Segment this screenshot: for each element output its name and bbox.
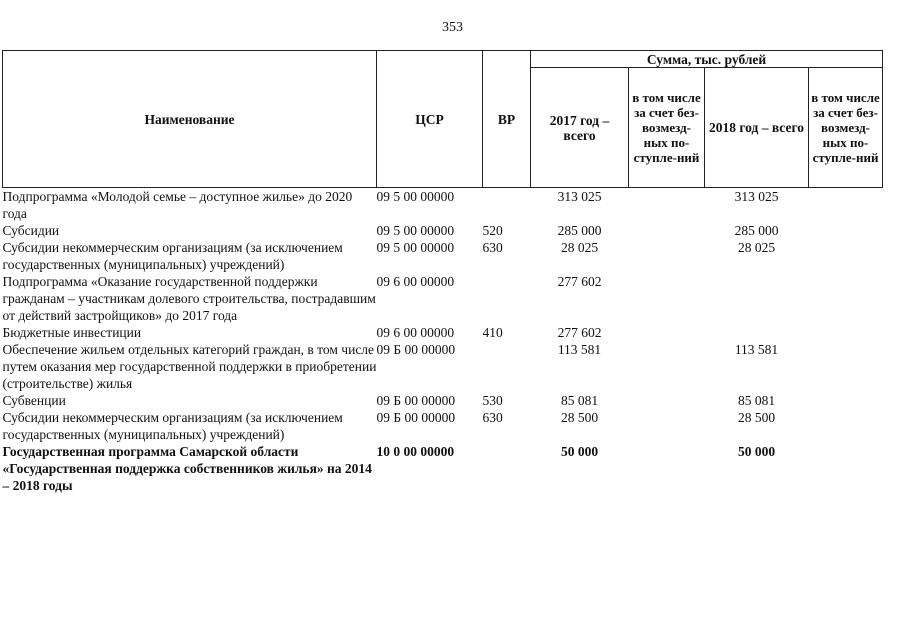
table-row	[3, 409, 883, 443]
row-vr	[483, 341, 531, 392]
row-vr: 520	[482, 223, 503, 238]
row-2018: 28 025	[737, 240, 776, 255]
table-row	[3, 341, 883, 392]
row-2018-free	[809, 409, 883, 443]
row-name: Подпрограмма «Молодой семье – доступное жилье» до 2020 года	[2, 189, 353, 221]
row-csr: 09 6 00 00000	[376, 325, 455, 340]
budget-table	[2, 50, 883, 494]
row-2018-free	[809, 443, 883, 494]
row-2017-free	[629, 239, 705, 273]
table-row	[3, 222, 883, 239]
row-2017: 28 025	[560, 240, 599, 255]
row-csr: 09 Б 00 00000	[376, 393, 456, 408]
row-csr: 10 0 00 00000	[376, 444, 455, 459]
row-name: Субсидии некоммерческим организациям (за исключением государственных (муниципальных) учреждений)	[2, 240, 343, 272]
row-2018: 113 581	[734, 342, 779, 357]
row-2018-free	[809, 222, 883, 239]
row-2017: 277 602	[557, 325, 602, 340]
row-2017: 313 025	[557, 189, 602, 204]
row-name: Субсидии некоммерческим организациям (за исключением государственных (муниципальных) учреждений)	[2, 410, 343, 442]
row-vr: 630	[482, 240, 503, 255]
row-2018: 50 000	[737, 444, 776, 459]
row-2018-free	[809, 324, 883, 341]
page-number: 353	[442, 20, 463, 35]
row-vr: 630	[482, 410, 503, 425]
header-name: Наименование	[3, 51, 377, 188]
table-row	[3, 392, 883, 409]
row-vr	[483, 188, 531, 223]
row-name: Подпрограмма «Оказание государственной поддержки гражданам – участникам долевого строительства, пострадавшим от действий застройщиков» до 2017 года	[2, 274, 376, 323]
row-2017-free	[629, 443, 705, 494]
table-row	[3, 239, 883, 273]
header-vr: ВР	[483, 51, 531, 188]
header-2017-free: в том числе за счет без-возмезд-ных по-ступле-ний	[629, 68, 705, 188]
row-csr: 09 Б 00 00000	[376, 342, 456, 357]
header-2018-free: в том числе за счет без-возмезд-ных по-ступле-ний	[809, 68, 883, 188]
row-2017-free	[629, 392, 705, 409]
row-2017: 285 000	[557, 223, 602, 238]
row-2018: 85 081	[737, 393, 776, 408]
row-vr	[483, 443, 531, 494]
row-2017-free	[629, 222, 705, 239]
row-csr: 09 6 00 00000	[376, 274, 455, 289]
row-name: Бюджетные инвестиции	[2, 325, 142, 340]
row-name: Обеспечение жильем отдельных категорий граждан, в том числе путем оказания мер государственной поддержки в приобретении (строительстве) жилья	[2, 342, 377, 391]
table-row	[3, 188, 883, 223]
row-2017-free	[629, 188, 705, 223]
row-vr: 410	[482, 325, 503, 340]
header-2018-total: 2018 год – всего	[705, 68, 809, 188]
row-2018: 313 025	[734, 189, 779, 204]
row-2018	[705, 273, 809, 324]
row-name: Субсидии	[2, 223, 60, 238]
row-2018-free	[809, 392, 883, 409]
row-2017-free	[629, 324, 705, 341]
row-2018-free	[809, 239, 883, 273]
row-2018-free	[809, 341, 883, 392]
row-2017: 28 500	[560, 410, 599, 425]
row-2017-free	[629, 409, 705, 443]
row-2017: 85 081	[560, 393, 599, 408]
table-row	[3, 273, 883, 324]
row-2018-free	[809, 188, 883, 223]
table-row	[3, 443, 883, 494]
header-2017-total: 2017 год – всего	[531, 68, 629, 188]
row-2018-free	[809, 273, 883, 324]
row-2018: 285 000	[734, 223, 779, 238]
row-csr: 09 5 00 00000	[376, 240, 455, 255]
row-csr: 09 5 00 00000	[376, 189, 455, 204]
table-body	[3, 188, 883, 495]
row-2017: 113 581	[557, 342, 602, 357]
row-2017-free	[629, 341, 705, 392]
header-sum-group: Сумма, тыс. рублей	[531, 51, 883, 68]
row-2018	[705, 324, 809, 341]
row-2017: 277 602	[557, 274, 602, 289]
row-2018: 28 500	[737, 410, 776, 425]
row-name: Субвенции	[2, 393, 66, 408]
row-2017-free	[629, 273, 705, 324]
header-csr: ЦСР	[377, 51, 483, 188]
row-csr: 09 Б 00 00000	[376, 410, 456, 425]
row-vr: 530	[482, 393, 503, 408]
table-row	[3, 324, 883, 341]
row-name: Государственная программа Самарской области «Государственная поддержка собственников жилья» на 2014 – 2018 годы	[2, 444, 372, 493]
row-csr: 09 5 00 00000	[376, 223, 455, 238]
row-2017: 50 000	[560, 444, 599, 459]
table-header	[3, 51, 883, 188]
row-vr	[483, 273, 531, 324]
